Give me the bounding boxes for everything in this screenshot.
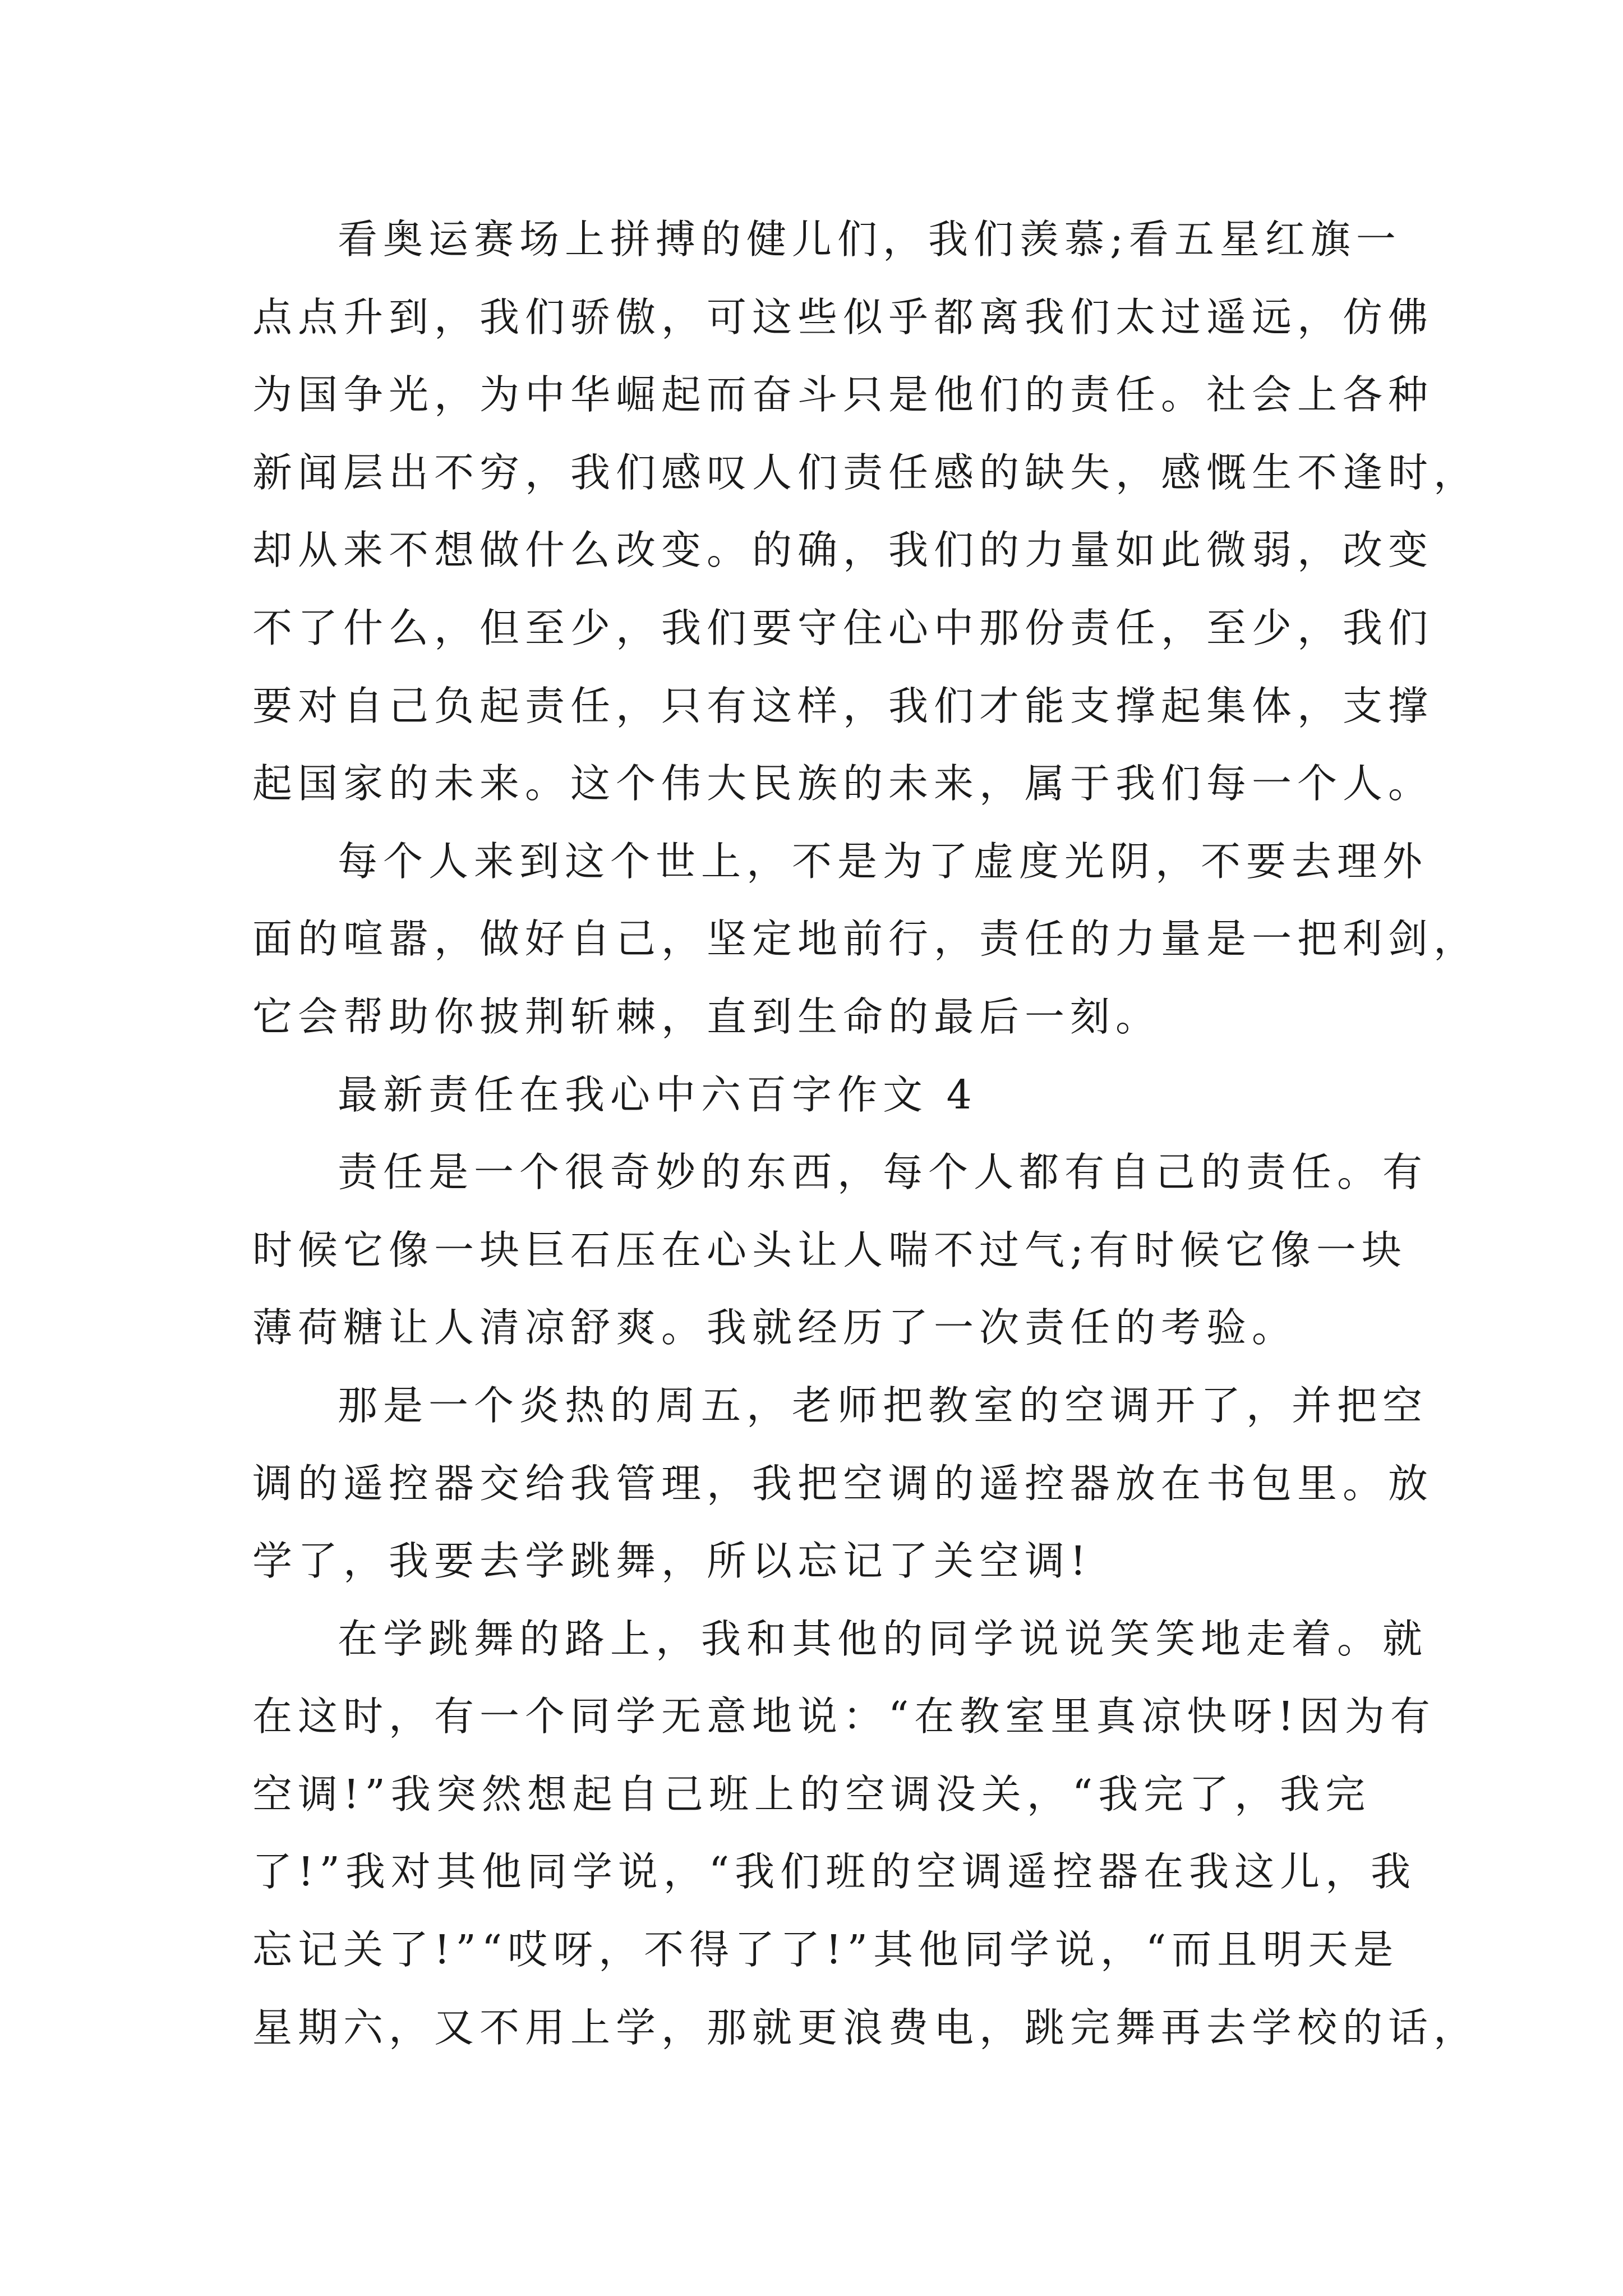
text-line: 在学跳舞的路上，我和其他的同学说说笑笑地走着。就 [338, 1615, 1428, 1662]
text-line: 却从来不想做什么改变。的确，我们的力量如此微弱，改变 [252, 527, 1434, 574]
text-line: 空调!”我突然想起自己班上的空调没关，“我完了，我完 [252, 1770, 1371, 1818]
text-line: 面的喧嚣，做好自己，坚定地前行，责任的力量是一把利剑， [252, 915, 1479, 963]
text-line: 在这时，有一个同学无意地说：“在教室里真凉快呀!因为有 [252, 1693, 1436, 1740]
document-body [252, 201, 1479, 2067]
text-line: 时候它像一块巨石压在心头让人喘不过气;有时候它像一块 [252, 1226, 1407, 1273]
text-line: 那是一个炎热的周五，老师把教室的空调开了，并把空 [338, 1382, 1428, 1429]
text-line: 薄荷糖让人清凉舒爽。我就经历了一次责任的考验。 [252, 1304, 1298, 1351]
paragraph [252, 201, 1479, 823]
text-line: 不了什么，但至少，我们要守住心中那份责任，至少，我们 [252, 604, 1434, 651]
paragraph [252, 1600, 1479, 2067]
text-line: 了!”我对其他同学说，“我们班的空调遥控器在我这儿，我 [252, 1848, 1417, 1895]
text-line: 责任是一个很奇妙的东西，每个人都有自己的责任。有 [338, 1149, 1428, 1196]
text-line: 要对自己负起责任，只有这样，我们才能支撑起集体，支撑 [252, 682, 1434, 729]
text-line: 点点升到，我们骄傲，可这些似乎都离我们太过遥远，仿佛 [252, 293, 1434, 341]
text-line: 为国争光，为中华崛起而奋斗只是他们的责任。社会上各种 [252, 371, 1434, 418]
paragraph [252, 1367, 1434, 1600]
text-line: 调的遥控器交给我管理，我把空调的遥控器放在书包里。放 [252, 1460, 1434, 1507]
text-line: 学了，我要去学跳舞，所以忘记了关空调! [252, 1538, 1092, 1585]
paragraph [252, 823, 1479, 1056]
text-line: 星期六，又不用上学，那就更浪费电，跳完舞再去学校的话， [252, 2004, 1479, 2051]
text-line: 它会帮助你披荆斩棘，直到生命的最后一刻。 [252, 993, 1161, 1040]
paragraph [252, 1134, 1428, 1367]
text-line: 起国家的未来。这个伟大民族的未来，属于我们每一个人。 [252, 760, 1434, 807]
text-line: 每个人来到这个世上，不是为了虚度光阴，不要去理外 [338, 838, 1428, 885]
section-heading [252, 1056, 1391, 1134]
heading-text: 最新责任在我心中六百字作文 4 [338, 1071, 978, 1118]
text-line: 看奥运赛场上拼搏的健儿们，我们羡慕;看五星红旗一 [338, 216, 1401, 263]
text-line: 新闻层出不穷，我们感叹人们责任感的缺失，感慨生不逢时， [252, 449, 1479, 496]
text-line: 忘记关了!”“哎呀，不得了了!”其他同学说，“而且明天是 [252, 1926, 1399, 1973]
